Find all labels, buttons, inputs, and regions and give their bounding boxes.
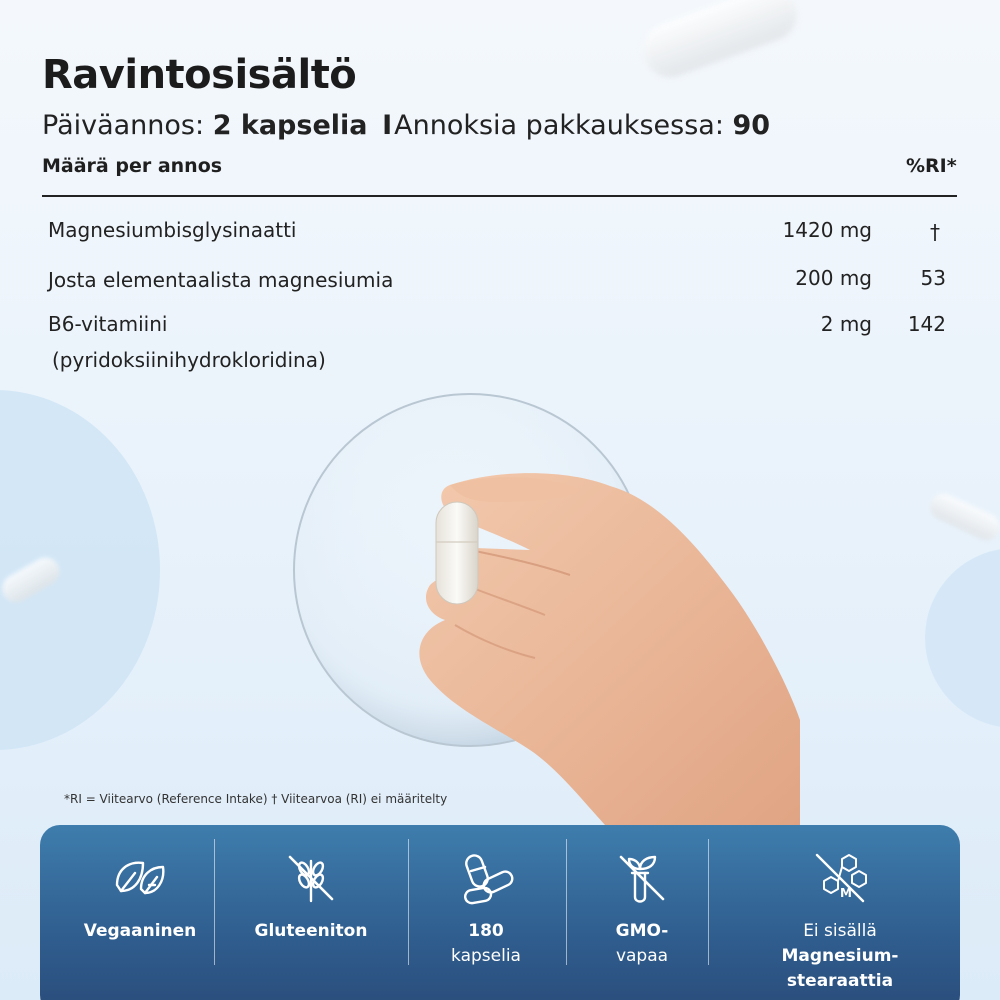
feature-label: 180 (468, 921, 504, 941)
hand-holding-capsule-illustration (280, 390, 800, 830)
background-circle-right (925, 548, 1000, 728)
floating-capsule-decoration (636, 0, 805, 85)
feature-divider (214, 839, 215, 965)
servings-label: Annoksia pakkauksessa: (394, 110, 724, 141)
feature-label: Vegaaninen (83, 921, 197, 941)
table-header-amount: Määrä per annos (42, 155, 223, 177)
feature-no-magnesium-stearate (740, 825, 940, 1000)
feature-divider (708, 839, 709, 965)
feature-label: GMO- (615, 921, 669, 941)
feature-gmo-free (572, 825, 712, 1000)
feature-divider (566, 839, 567, 965)
table-row-ri: † (930, 220, 940, 244)
table-row-name-detail: (pyridoksiinihydrokloridina) (52, 348, 326, 372)
table-row-amount: 2 mg (820, 312, 872, 336)
feature-divider (408, 839, 409, 965)
capsule (436, 502, 478, 604)
table-row-name: Magnesiumbisglysinaatti (48, 218, 297, 242)
daily-dose-label: Päiväannos: (42, 110, 205, 141)
feature-sublabel: Magnesium- (781, 946, 899, 966)
features-bar (40, 825, 960, 1000)
feature-sublabel: stearaattia (786, 971, 894, 991)
footnote: *RI = Viitearvo (Reference Intake) † Viitearvoa (RI) ei määritelty (64, 792, 448, 806)
table-row-ri: 142 (907, 312, 946, 336)
table-divider (42, 195, 957, 197)
table-row-ri: 53 (920, 266, 946, 290)
feature-capsule-count (416, 825, 556, 1000)
feature-vegan (70, 825, 210, 1000)
table-row-amount: 200 mg (795, 266, 872, 290)
serving-info (42, 110, 770, 141)
capsules-icon (455, 847, 517, 909)
feature-label: Gluteeniton (254, 921, 368, 941)
feature-gluten-free (236, 825, 386, 1000)
page-title: Ravintosisältö (42, 52, 357, 98)
gmo-free-icon (611, 847, 673, 909)
daily-dose-value: 2 kapselia (212, 110, 368, 141)
gluten-free-icon (280, 847, 342, 909)
servings-value: 90 (732, 110, 771, 141)
separator: I (382, 110, 393, 141)
feature-sublabel: kapselia (451, 946, 521, 966)
floating-capsule-decoration (926, 490, 1000, 545)
no-magnesium-stearate-icon (809, 847, 871, 909)
svg-text:M: M (840, 886, 852, 900)
leaf-icon (109, 847, 171, 909)
table-row-name: B6-vitamiini (48, 312, 168, 336)
table-row-name: Josta elementaalista magnesiumia (48, 268, 394, 292)
table-row-amount: 1420 mg (782, 218, 872, 242)
feature-label: Ei sisällä (803, 921, 877, 941)
feature-sublabel: vapaa (615, 946, 669, 966)
table-header-ri: %RI* (906, 155, 957, 177)
